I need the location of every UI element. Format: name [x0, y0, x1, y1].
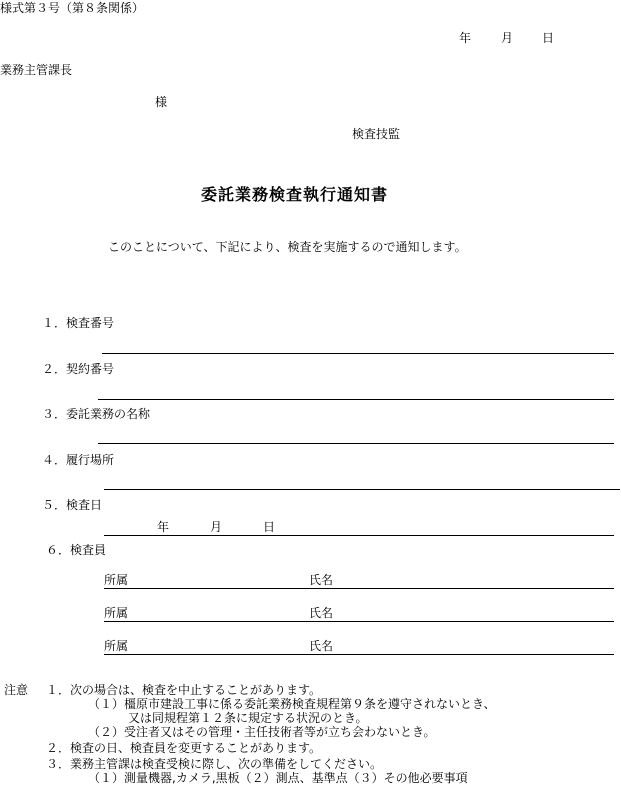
note-line: １．次の場合は、検査を中止することがあります。: [46, 683, 322, 697]
item-inspection-date-label: ５．検査日: [42, 498, 103, 512]
date-day-label: 日: [542, 31, 555, 45]
intro-text: このことについて、下記により、検査を実施するので通知します。: [108, 240, 467, 254]
note-line: ２．検査の日、検査員を変更することがあります。: [46, 741, 322, 755]
date-year-label: 年: [459, 31, 472, 45]
inspection-date-day: 日: [263, 520, 276, 534]
contract-number-field[interactable]: [98, 399, 614, 400]
recipient: 業務主管課長: [0, 63, 73, 77]
inspection-date-field[interactable]: [104, 535, 614, 536]
document-title: 委託業務検査執行通知書: [201, 185, 389, 204]
inspection-number-field[interactable]: [102, 353, 614, 354]
inspector-3-field[interactable]: [104, 654, 614, 655]
note-line: ３．業務主管課は検査受検に際し、次の準備をしてください。: [46, 757, 383, 771]
note-line: （１）橿原市建設工事に係る委託業務検査規程第９条を遵守されないとき、: [88, 697, 496, 711]
inspector-affiliation-label: 所属: [104, 573, 129, 587]
contract-name-field[interactable]: [98, 443, 614, 444]
date-month-label: 月: [501, 31, 514, 45]
note-line: （２）受注者又はその管理・主任技術者等が立ち会わないとき。: [88, 725, 436, 739]
item-contract-number-label: ２．契約番号: [42, 362, 115, 376]
inspection-date-year: 年: [157, 520, 170, 534]
inspector-name-label: 氏名: [309, 573, 334, 587]
inspector-name-label: 氏名: [309, 639, 334, 653]
item-location-label: ４．履行場所: [42, 453, 115, 467]
location-field[interactable]: [104, 489, 620, 490]
item-inspectors-label: ６．検査員: [46, 543, 107, 557]
notes-heading: 注意: [4, 683, 29, 697]
note-line: 又は同規程第１２条に規定する状況のとき。: [128, 711, 368, 725]
inspector-affiliation-label: 所属: [104, 639, 129, 653]
inspector-affiliation-label: 所属: [104, 606, 129, 620]
item-contract-name-label: ３．委託業務の名称: [42, 407, 151, 421]
inspector-2-field[interactable]: [104, 621, 614, 622]
inspector-1-field[interactable]: [104, 588, 614, 589]
sender: 検査技監: [352, 127, 401, 141]
form-number: 様式第３号（第８条関係）: [0, 1, 145, 15]
honorific: 様: [155, 95, 168, 109]
inspection-date-month: 月: [210, 520, 223, 534]
item-inspection-number-label: １．検査番号: [42, 316, 115, 330]
inspector-name-label: 氏名: [309, 606, 334, 620]
note-line: （１）測量機器,カメラ,黒板（２）測点、基準点（３）その他必要事項: [88, 771, 468, 785]
